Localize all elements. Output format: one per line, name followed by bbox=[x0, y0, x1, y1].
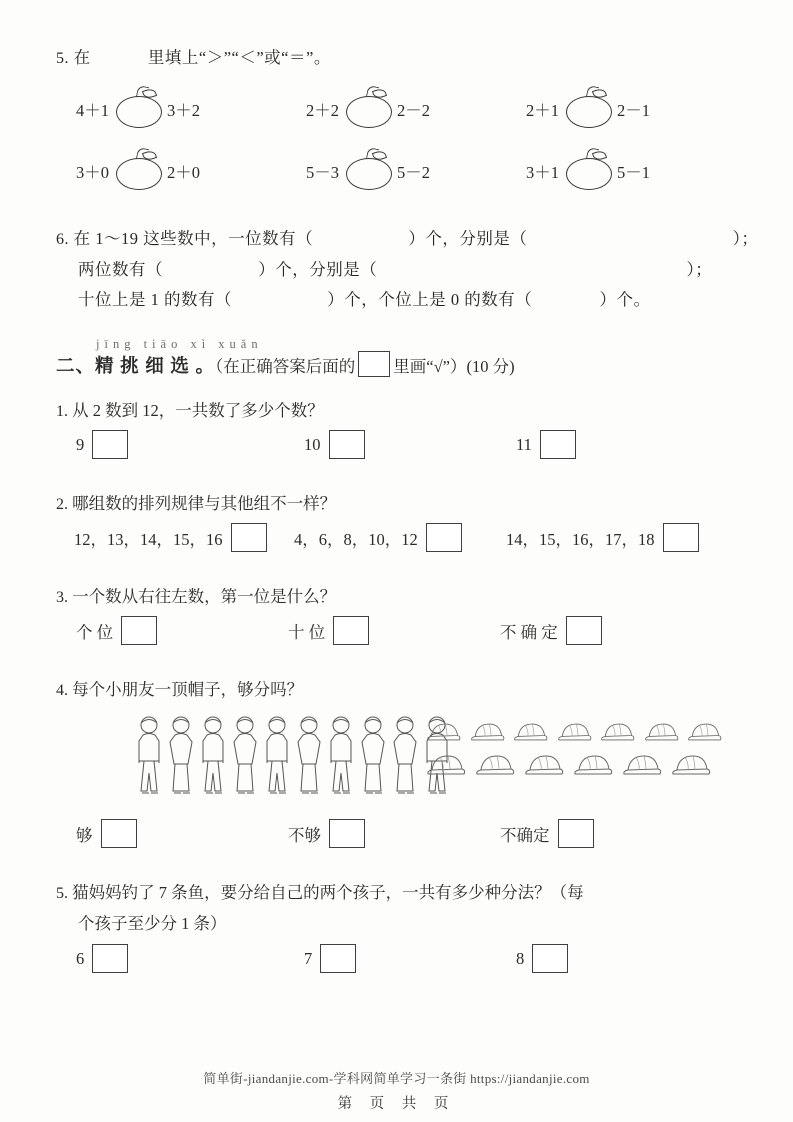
q5-left-expr: 4＋1 bbox=[76, 101, 109, 120]
cap-icon bbox=[426, 752, 470, 778]
q4-option-1-checkbox[interactable] bbox=[101, 819, 137, 848]
cap-icon bbox=[622, 752, 666, 778]
cap-icon bbox=[475, 752, 519, 778]
q5-left-expr: 5－3 bbox=[306, 163, 339, 182]
question-6-line-3 bbox=[56, 285, 746, 315]
q5c-option-1-label: 6 bbox=[76, 948, 85, 968]
q5c-option-3[interactable] bbox=[516, 944, 571, 973]
cap-icon bbox=[524, 752, 568, 778]
choice-question-4-options bbox=[56, 819, 746, 865]
q6-text-b: ）个，分别是（ bbox=[408, 229, 528, 248]
cap-icon bbox=[600, 719, 639, 745]
choice-question-4-text bbox=[56, 676, 746, 705]
q6-text-c3: ）个。 bbox=[599, 290, 651, 309]
q4-option-3-label: 不确定 bbox=[500, 825, 550, 845]
choice-question-1-options bbox=[56, 430, 746, 476]
q1-text: 从 2 数到 12，一共数了多少个数？ bbox=[72, 401, 324, 420]
q5-item[interactable] bbox=[526, 92, 650, 126]
q5-right-expr: 2－1 bbox=[617, 101, 650, 120]
apple-icon[interactable] bbox=[566, 154, 610, 188]
choice-question-2-options bbox=[56, 523, 746, 569]
q5-item[interactable] bbox=[76, 92, 200, 126]
q1-option-1[interactable] bbox=[76, 430, 131, 459]
question-5-prompt-after: 里填上“＞”“＜”或“＝”。 bbox=[147, 48, 331, 67]
q3-option-3-checkbox[interactable] bbox=[566, 616, 602, 645]
q4-option-3[interactable] bbox=[500, 819, 597, 848]
q4-option-2[interactable] bbox=[288, 819, 368, 848]
section-2-title-row bbox=[56, 351, 515, 378]
question-6-line-2 bbox=[56, 255, 746, 285]
q1-option-2[interactable] bbox=[304, 430, 368, 459]
q3-option-3-label: 不 确 定 bbox=[500, 622, 558, 642]
kid-icon bbox=[230, 713, 260, 799]
q1-option-3-checkbox[interactable] bbox=[540, 430, 576, 459]
caps-row-1 bbox=[426, 719, 726, 745]
apple-icon[interactable] bbox=[116, 154, 160, 188]
kids-group bbox=[134, 713, 452, 799]
kid-icon bbox=[294, 713, 324, 799]
q5-right-expr: 5－2 bbox=[397, 163, 430, 182]
apple-icon[interactable] bbox=[346, 92, 390, 126]
section-2-desc-before: （在正确答案后面的 bbox=[215, 357, 356, 376]
q2-option-2-label: 4，6，8，10，12 bbox=[294, 529, 418, 549]
cap-icon bbox=[470, 719, 509, 745]
q1-option-2-checkbox[interactable] bbox=[329, 430, 365, 459]
q5-left-expr: 3＋0 bbox=[76, 163, 109, 182]
choice-question-3-number: 3. bbox=[56, 589, 68, 606]
choice-question-1-text bbox=[56, 397, 746, 426]
q1-option-3[interactable] bbox=[516, 430, 579, 459]
cap-icon bbox=[573, 752, 617, 778]
q3-option-2-label: 十 位 bbox=[288, 622, 326, 642]
q2-option-1[interactable] bbox=[74, 523, 270, 552]
q5c-option-2-checkbox[interactable] bbox=[320, 944, 356, 973]
q6-text-c2: ）； bbox=[686, 260, 713, 279]
q3-option-2-checkbox[interactable] bbox=[333, 616, 369, 645]
q1-option-2-label: 10 bbox=[304, 434, 321, 454]
q5c-option-2[interactable] bbox=[304, 944, 359, 973]
q5-left-expr: 2＋1 bbox=[526, 101, 559, 120]
apple-icon[interactable] bbox=[566, 92, 610, 126]
cap-icon bbox=[557, 719, 596, 745]
question-6-number: 6. bbox=[56, 231, 69, 248]
q6-text-a2: 两位数有（ bbox=[78, 260, 163, 279]
q3-option-2[interactable] bbox=[288, 616, 372, 645]
cap-icon bbox=[644, 719, 683, 745]
question-5-row-2 bbox=[56, 154, 746, 210]
q2-option-2-checkbox[interactable] bbox=[426, 523, 462, 552]
kid-icon bbox=[262, 713, 292, 799]
question-6-line-1 bbox=[56, 224, 759, 255]
q5-item[interactable] bbox=[76, 154, 200, 188]
section-2-pinyin: jīng tiāo xì xuǎn bbox=[96, 337, 263, 351]
q4-option-1-label: 够 bbox=[76, 825, 93, 845]
q5-item[interactable] bbox=[306, 154, 430, 188]
q2-option-1-label: 12，13，14，15，16 bbox=[74, 529, 223, 549]
q4-option-2-checkbox[interactable] bbox=[329, 819, 365, 848]
section-2-header bbox=[56, 337, 746, 383]
q4-option-2-label: 不够 bbox=[288, 825, 321, 845]
q5-left-expr: 3＋1 bbox=[526, 163, 559, 182]
q5-right-expr: 2－2 bbox=[397, 101, 430, 120]
q3-option-1-checkbox[interactable] bbox=[121, 616, 157, 645]
footer-page-number: 第 页 共 页 bbox=[337, 1096, 456, 1112]
q6-text-a3: 十位上是 1 的数有（ bbox=[78, 290, 232, 309]
q6-text-b3: ）个，个位上是 0 的数有（ bbox=[327, 290, 533, 309]
choice-question-5-number: 5. bbox=[56, 885, 68, 902]
choice-question-1-number: 1. bbox=[56, 403, 68, 420]
choice-question-5-text-line-2 bbox=[56, 910, 746, 938]
caps-group bbox=[426, 719, 726, 785]
q4-text: 每个小朋友一顶帽子，够分吗？ bbox=[72, 680, 304, 699]
question-5-prompt-before: 在 bbox=[73, 48, 91, 67]
q3-text: 一个数从右往左数，第一位是什么？ bbox=[72, 587, 337, 606]
choice-question-4-number: 4. bbox=[56, 682, 68, 699]
q5c-option-3-label: 8 bbox=[516, 948, 525, 968]
q5-left-expr: 2＋2 bbox=[306, 101, 339, 120]
q5-right-expr: 5－1 bbox=[617, 163, 650, 182]
q2-option-3-checkbox[interactable] bbox=[663, 523, 699, 552]
cap-icon bbox=[513, 719, 552, 745]
q5c-text-2: 个孩子至少分 1 条） bbox=[78, 914, 227, 933]
caps-row-2 bbox=[426, 752, 726, 778]
choice-question-3-text bbox=[56, 583, 746, 612]
q3-option-1[interactable] bbox=[76, 616, 160, 645]
question-5-row-1 bbox=[56, 92, 746, 148]
q4-option-3-checkbox[interactable] bbox=[558, 819, 594, 848]
choice-question-2-text bbox=[56, 490, 746, 519]
worksheet-content bbox=[56, 38, 759, 990]
apple-icon[interactable] bbox=[116, 92, 160, 126]
apple-icon bbox=[97, 38, 141, 72]
q5-right-expr: 3＋2 bbox=[167, 101, 200, 120]
section-2-sample-box bbox=[358, 351, 390, 377]
choice-question-5-text-line-1 bbox=[56, 879, 746, 908]
apple-icon[interactable] bbox=[346, 154, 390, 188]
kid-icon bbox=[390, 713, 420, 799]
q4-option-1[interactable] bbox=[76, 819, 140, 848]
choice-question-5-options bbox=[56, 944, 746, 990]
kids-and-caps-illustration bbox=[56, 713, 746, 809]
q2-text: 哪组数的排列规律与其他组不一样？ bbox=[72, 494, 337, 513]
q5-item[interactable] bbox=[526, 154, 650, 188]
cap-icon bbox=[426, 719, 465, 745]
q5c-option-2-label: 7 bbox=[304, 948, 313, 968]
q6-text-b2: ）个，分别是（ bbox=[258, 260, 378, 279]
q5-item[interactable] bbox=[306, 92, 430, 126]
cap-icon bbox=[671, 752, 715, 778]
q1-option-1-label: 9 bbox=[76, 434, 85, 454]
q2-option-3-label: 14，15，16，17，18 bbox=[506, 529, 655, 549]
question-5-number: 5. bbox=[56, 50, 69, 67]
q5c-option-1[interactable] bbox=[76, 944, 131, 973]
q6-text-a: 在 1～19 这些数中，一位数有（ bbox=[73, 229, 314, 248]
q2-option-2[interactable] bbox=[294, 523, 465, 552]
kid-icon bbox=[166, 713, 196, 799]
q5c-text-1: 猫妈妈钓了 7 条鱼，要分给自己的两个孩子，一共有多少种分法？（每 bbox=[72, 883, 584, 902]
q1-option-3-label: 11 bbox=[516, 434, 532, 454]
q2-option-1-checkbox[interactable] bbox=[231, 523, 267, 552]
question-5-prompt bbox=[56, 38, 746, 74]
choice-question-2-number: 2. bbox=[56, 496, 68, 513]
kid-icon bbox=[358, 713, 388, 799]
q5-right-expr: 2＋0 bbox=[167, 163, 200, 182]
kid-icon bbox=[198, 713, 228, 799]
q2-option-3[interactable] bbox=[506, 523, 702, 552]
q5c-option-3-checkbox[interactable] bbox=[532, 944, 568, 973]
section-2-title: 二、精 挑 细 选 。 bbox=[56, 357, 216, 377]
q1-option-1-checkbox[interactable] bbox=[92, 430, 128, 459]
footer-source: 简单街-jiandanjie.com-学科网简单学习一条街 https://jiandanjie.com bbox=[203, 1071, 590, 1086]
q5c-option-1-checkbox[interactable] bbox=[92, 944, 128, 973]
choice-question-3-options bbox=[56, 616, 746, 662]
q3-option-1-label: 个 位 bbox=[76, 622, 114, 642]
cap-icon bbox=[687, 719, 726, 745]
q3-option-3[interactable] bbox=[500, 616, 605, 645]
kid-icon bbox=[326, 713, 356, 799]
q6-text-c: ）； bbox=[732, 229, 759, 248]
section-2-desc-after: 里画“√”）(10 分) bbox=[393, 357, 515, 376]
kid-icon bbox=[134, 713, 164, 799]
